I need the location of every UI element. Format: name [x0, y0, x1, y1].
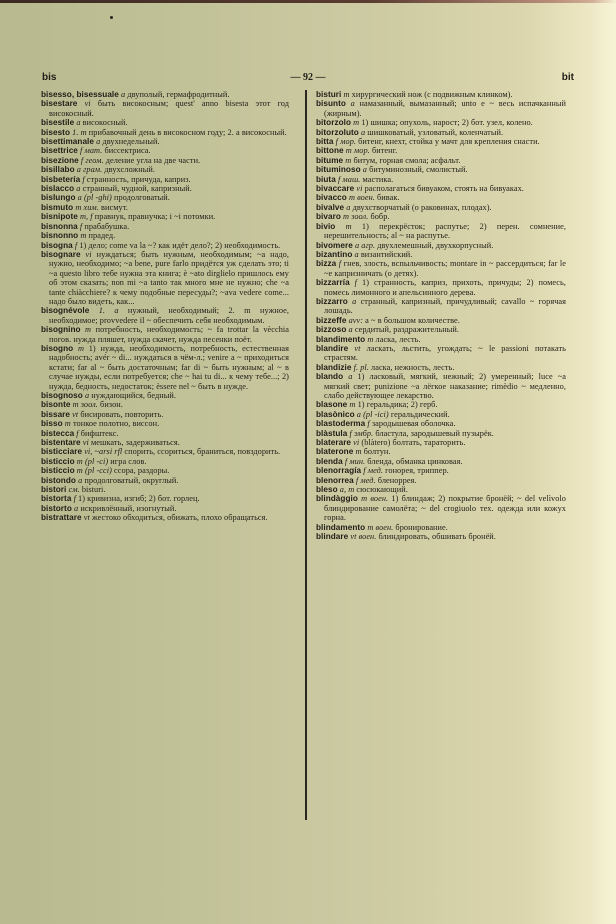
- headword: bistrattare: [41, 513, 82, 523]
- dictionary-entry: [41, 156, 289, 165]
- definition: гонорея, триппер.: [385, 466, 449, 476]
- grammar-label: m: [367, 334, 374, 344]
- grammar-label: m: [343, 90, 350, 99]
- headword: bisticciare: [41, 447, 83, 457]
- grammar-label: f мор.: [335, 137, 357, 147]
- dictionary-entry: [41, 128, 289, 137]
- grammar-label: m воен.: [361, 494, 389, 504]
- right-guide-word: bit: [561, 72, 574, 83]
- headword: blasone: [316, 400, 348, 410]
- headword: bitta: [316, 137, 334, 147]
- headword: bisognoso: [41, 391, 83, 400]
- dictionary-entry: [41, 241, 289, 250]
- definition: двухнедельный.: [102, 137, 160, 147]
- definition: быть високосным; quest' anno bisesta этот год високосный.: [49, 99, 290, 118]
- right-column: [316, 90, 566, 542]
- grammar-label: f геом.: [80, 155, 104, 165]
- headword: blenorrea: [316, 475, 354, 485]
- grammar-label: f мин.: [344, 456, 366, 466]
- grammar-label: m зоол.: [72, 400, 98, 410]
- grammar-label: a: [74, 503, 79, 513]
- definition: бластула, зародышевый пузырёк.: [375, 428, 494, 438]
- grammar-label: a: [84, 391, 90, 400]
- definition: деление угла на две части.: [105, 155, 201, 165]
- dictionary-entry: [316, 259, 566, 278]
- headword: bislungo: [41, 193, 76, 203]
- definition: битуминозный, смолистый.: [369, 165, 468, 175]
- dictionary-entry: [41, 391, 289, 400]
- dictionary-entry: [316, 250, 566, 259]
- dictionary-entry: [316, 90, 566, 99]
- dictionary-entry: [316, 146, 566, 155]
- headword: bisognare: [41, 249, 81, 259]
- dictionary-entry: [41, 344, 289, 391]
- dictionary-entry: [41, 504, 289, 513]
- headword: bisticcio: [41, 466, 75, 476]
- headword: bivomere: [316, 240, 353, 250]
- dictionary-entry: [316, 175, 566, 184]
- dictionary-entry: [316, 325, 566, 334]
- definition: шишковатый, узловатый, коленчатый.: [367, 127, 504, 137]
- dictionary-entry: [41, 90, 289, 99]
- page-number: — 92 —: [290, 72, 326, 83]
- headword: bivacco: [316, 193, 347, 203]
- dictionary-entry: [41, 494, 289, 503]
- grammar-label: vt воен.: [350, 532, 377, 542]
- dictionary-entry: [41, 485, 289, 494]
- headword: biuta: [316, 174, 336, 184]
- definition: битенг, кнехт, стойка у мачт для крепления снасти.: [358, 137, 540, 147]
- grammar-label: vi, ~arsi rfl: [84, 447, 123, 457]
- grammar-label: a (pl -ici): [356, 409, 389, 419]
- headword: bisticcio: [41, 456, 75, 466]
- grammar-label: a: [346, 202, 351, 212]
- definition: продолговатый.: [113, 193, 170, 203]
- grammar-label: m: [345, 155, 352, 165]
- headword: blindamento: [316, 522, 366, 532]
- definition: (blàtero) болтать, тараторить.: [361, 438, 466, 448]
- headword: bisnipote: [41, 212, 78, 222]
- dictionary-entry: [316, 363, 566, 372]
- definition: жестоко обходиться, обижать, плохо обращаться.: [91, 513, 268, 523]
- grammar-label: f: [354, 278, 358, 288]
- definition: странный, чудной, капризный.: [82, 184, 192, 194]
- dictionary-entry: [41, 513, 289, 522]
- dictionary-entry: [41, 438, 289, 447]
- grammar-label: m: [349, 400, 356, 410]
- dictionary-entry: [41, 447, 289, 456]
- dictionary-entry: [41, 457, 289, 466]
- grammar-label: a: [76, 118, 81, 128]
- definition: 1) ласковый, мягкий, нежный; 2) умеренный; luce ~a мягкий свет; punizione ~a лёгкое наказание; rimèdio ~ медленно, слабо действующее лекарство.: [324, 372, 567, 400]
- dictionary-entry: [316, 128, 566, 137]
- dictionary-entry: [316, 476, 566, 485]
- headword: bisogna: [41, 240, 73, 250]
- headword: blindàggio: [316, 494, 358, 504]
- dictionary-entry: [41, 175, 289, 184]
- dictionary-entry: [316, 203, 566, 212]
- grammar-label: 1. a: [98, 306, 119, 316]
- grammar-label: a: [354, 249, 359, 259]
- dictionary-entry: [316, 438, 566, 447]
- definition: бивак.: [377, 193, 400, 203]
- dictionary-entry: [316, 297, 566, 316]
- headword: bisestare: [41, 99, 78, 109]
- definition: странный, капризный, причудливый; cavallo ~ горячая лошадь.: [324, 296, 567, 316]
- grammar-label: vi: [84, 99, 91, 109]
- dictionary-entry: [316, 99, 566, 118]
- headword: bistori: [41, 485, 67, 495]
- definition: 1) нужда, необходимость, потребность, естественная надобность; avér ~ di... нуждаться в чём-л.; venire a ~ приходиться кстати; far al ~ быть достаточным; far di ~ быть нужным; al ~ в случае нужды, если потребуется; che ~ hai tu di... к чему тебе...; 2) нужда, бедность, недостаток; èssere nel ~ быть в нужде.: [49, 343, 290, 391]
- grammar-label: vi: [353, 438, 360, 448]
- grammar-label: m: [77, 343, 84, 353]
- grammar-label: a грам.: [76, 165, 103, 175]
- definition: bisturi.: [81, 485, 106, 495]
- headword: bivaro: [316, 212, 341, 222]
- grammar-label: a: [350, 99, 355, 109]
- grammar-label: a: [352, 296, 357, 306]
- left-column: [41, 90, 289, 523]
- definition: игра слов.: [110, 456, 147, 466]
- headword: bistorto: [41, 503, 72, 513]
- definition: зародышевая оболочка.: [371, 419, 456, 429]
- column-divider: [305, 90, 307, 820]
- dictionary-entry: [41, 184, 289, 193]
- headword: blastoderma: [316, 419, 366, 429]
- definition: сюсюкающий.: [356, 485, 408, 495]
- definition: 1) кривизна, изгиб; 2) бот. горлец.: [78, 494, 200, 504]
- dictionary-entry: [316, 118, 566, 127]
- definition: искривлённый, изогнутый.: [80, 503, 177, 513]
- definition: спорить, ссориться, браниться, повздорить.: [124, 447, 281, 457]
- dictionary-entry: [41, 466, 289, 475]
- grammar-label: f: [74, 240, 78, 250]
- dictionary-entry: [41, 325, 289, 344]
- definition: 1) геральдика; 2) герб.: [357, 400, 438, 410]
- definition: бобр.: [370, 212, 390, 222]
- headword: bisnonna: [41, 221, 78, 231]
- headword: blindare: [316, 532, 349, 542]
- headword: bisesto: [41, 127, 71, 137]
- headword: bissare: [41, 409, 71, 419]
- scan-top-edge: [0, 0, 616, 3]
- dictionary-entry: [316, 344, 566, 363]
- dictionary-entry: [316, 419, 566, 428]
- grammar-label: vt: [354, 343, 361, 353]
- dictionary-entry: [316, 193, 566, 202]
- grammar-label: a: [360, 127, 366, 137]
- headword: bittone: [316, 146, 344, 156]
- definition: гнев, злость, вспыльчивость; montare in ~ рассердиться; far le ~e капризничать (о детях).: [324, 259, 567, 278]
- grammar-label: f. pl.: [353, 362, 369, 372]
- definition: сердитый, раздражительный.: [354, 325, 460, 335]
- definition: мешкать, задерживаться.: [90, 438, 180, 448]
- headword: bisezione: [41, 155, 79, 165]
- dictionary-entry: [316, 241, 566, 250]
- definition: 1) странность, каприз, прихоть, причуды; 2) помесь, помесь лимонного и апельсинного дерева.: [324, 278, 566, 297]
- dictionary-entry: [316, 429, 566, 438]
- grammar-label: f: [338, 259, 342, 269]
- headword: bleso: [316, 485, 338, 495]
- grammar-label: avv:: [348, 315, 364, 325]
- headword: bisso: [41, 419, 63, 429]
- definition: двухсложный.: [104, 165, 155, 175]
- headword: bitume: [316, 155, 344, 165]
- grammar-label: a: [78, 475, 83, 485]
- headword: bitorzolo: [316, 118, 352, 128]
- definition: нужный, необходимый; 2. m нужное, необходимое; provvedere il ~ обеспечить себя необходимым.: [49, 306, 290, 325]
- dictionary-entry: [316, 400, 566, 409]
- headword: bisogno: [41, 343, 74, 353]
- definition: византийский.: [360, 249, 413, 259]
- definition: двухлемешный, двухкорпусный.: [377, 240, 494, 250]
- headword: blandire: [316, 343, 349, 353]
- grammar-label: m: [85, 325, 92, 335]
- headword: bisnonno: [41, 231, 79, 241]
- headword: blandimento: [316, 334, 366, 344]
- dictionary-entry: [41, 212, 289, 221]
- dictionary-entry: [316, 137, 566, 146]
- grammar-label: m: [64, 419, 71, 429]
- definition: потребность, необходимость; ~ fa trottar la vècchia погов. нужда пляшет, нужда скачет, нужда песенки поёт.: [49, 325, 290, 344]
- grammar-label: a: [76, 184, 81, 194]
- grammar-label: a, m: [339, 485, 355, 495]
- definition: геральдический.: [390, 409, 450, 419]
- dictionary-entry: [41, 203, 289, 212]
- dictionary-entry: [316, 410, 566, 419]
- definition: бленоррея.: [377, 475, 417, 485]
- dictionary-entry: [41, 231, 289, 240]
- definition: прадед.: [88, 231, 116, 241]
- headword: blandizie: [316, 362, 352, 372]
- headword: blaterare: [316, 438, 352, 448]
- definition: хирургический нож (с подвижным клинком).: [351, 90, 513, 99]
- grammar-label: vi: [356, 184, 363, 194]
- headword: bistorta: [41, 494, 72, 504]
- dictionary-entry: [41, 306, 289, 325]
- dictionary-entry: [41, 99, 289, 118]
- grammar-label: a: [96, 137, 101, 147]
- definition: 1) шишка; опухоль, нарост; 2) бот. узел, колено.: [361, 118, 533, 128]
- dictionary-entry: [316, 212, 566, 221]
- headword: bistentare: [41, 438, 81, 448]
- dictionary-entry: [41, 400, 289, 409]
- page-header: [42, 72, 574, 86]
- headword: bisonte: [41, 400, 71, 410]
- definition: располагаться бивуаком, стоять на бивуаках.: [364, 184, 524, 194]
- dictionary-entry: [316, 278, 566, 297]
- grammar-label: f мед.: [363, 466, 383, 476]
- dictionary-entry: [41, 118, 289, 127]
- grammar-label: f маш.: [337, 174, 361, 184]
- headword: bisognino: [41, 325, 81, 335]
- dictionary-entry: [316, 184, 566, 193]
- headword: bizzeffe: [316, 315, 347, 325]
- definition: блиндировать, обшивать бронёй.: [378, 532, 496, 542]
- left-guide-word: bis: [42, 72, 57, 83]
- grammar-label: f: [367, 419, 370, 429]
- grammar-label: f: [79, 221, 83, 231]
- headword: bistondo: [41, 475, 76, 485]
- grammar-label: f мед.: [355, 475, 376, 485]
- headword: bisettrice: [41, 146, 78, 156]
- grammar-label: a агр.: [354, 240, 376, 250]
- definition: прабабушка.: [84, 221, 130, 231]
- definition: болтун.: [363, 447, 391, 457]
- headword: bisillabo: [41, 165, 75, 175]
- definition: ласкать, льстить, угождать; ~ le passioni потакать страстям.: [324, 343, 567, 363]
- grammar-label: a (pl -ghi): [77, 193, 112, 203]
- definition: 1) дело; come va la ~? как идёт дело?; 2) необходимость.: [79, 240, 281, 250]
- dictionary-entry: [41, 476, 289, 485]
- grammar-label: см.: [68, 485, 80, 495]
- dictionary-entry: [316, 523, 566, 532]
- grammar-label: m воен.: [348, 193, 375, 203]
- grammar-label: m (pl -ci): [76, 456, 109, 466]
- grammar-label: m: [355, 447, 362, 457]
- headword: bitorzoluto: [316, 127, 359, 137]
- grammar-label: m зоол.: [343, 212, 369, 222]
- headword: bizzarría: [316, 278, 350, 288]
- dictionary-entry: [41, 250, 289, 306]
- definition: бизон.: [100, 400, 123, 410]
- headword: blenorragía: [316, 466, 362, 476]
- headword: bisesso, bisessuale: [41, 90, 119, 99]
- dictionary-entry: [41, 410, 289, 419]
- grammar-label: m воен.: [367, 522, 394, 532]
- headword: bivalve: [316, 202, 345, 212]
- definition: ссора, раздоры.: [114, 466, 170, 476]
- definition: странность, причуда, каприз.: [86, 174, 191, 184]
- definition: a ~ в большом количестве.: [365, 315, 460, 325]
- grammar-label: m хим.: [75, 202, 99, 212]
- definition: високосный.: [82, 118, 128, 128]
- headword: bivio: [316, 221, 336, 231]
- dictionary-entry: [41, 193, 289, 202]
- dictionary-entry: [41, 222, 289, 231]
- definition: 1) перекрёсток; распутье; 2) перен. сомнение, нерешительность; al ~ на распутье.: [324, 221, 567, 241]
- definition: прибавочный день в високосном году; 2. a високосный.: [88, 127, 287, 137]
- definition: двуполый, гермафродитный.: [127, 90, 230, 99]
- grammar-label: m: [80, 231, 87, 241]
- headword: bizza: [316, 259, 337, 269]
- grammar-label: m (pl -cci): [76, 466, 112, 476]
- dictionary-entry: [316, 222, 566, 241]
- headword: blaterone: [316, 447, 354, 457]
- headword: blàstula: [316, 428, 348, 438]
- grammar-label: a: [121, 90, 126, 99]
- grammar-label: f: [73, 494, 76, 504]
- dictionary-entry: [316, 335, 566, 344]
- definition: намазанный, вымазанный; unto e ~ весь испачканный (жирным).: [324, 99, 567, 118]
- grammar-label: f: [82, 174, 85, 184]
- definition: битенг.: [371, 146, 398, 156]
- grammar-label: vi: [82, 438, 89, 448]
- grammar-label: m мор.: [345, 146, 370, 156]
- headword: bizzoso: [316, 325, 347, 335]
- grammar-label: a: [348, 325, 353, 335]
- definition: бронирование.: [395, 522, 448, 532]
- definition: нуждающийся, бедный.: [91, 391, 176, 400]
- dictionary-entry: [316, 156, 566, 165]
- headword: bizzarro: [316, 296, 348, 306]
- grammar-label: m: [345, 221, 352, 231]
- headword: bislacco: [41, 184, 75, 194]
- grammar-label: a: [362, 165, 367, 175]
- headword: bistecca: [41, 428, 75, 438]
- grammar-label: vt: [72, 409, 79, 419]
- headword: blando: [316, 372, 344, 382]
- dictionary-entry: [316, 494, 566, 522]
- definition: бифштекс.: [80, 428, 119, 438]
- grammar-label: f эмбр.: [349, 428, 374, 438]
- dictionary-entry: [316, 316, 566, 325]
- definition: мастика.: [362, 174, 394, 184]
- definition: бленда, обманка цинковая.: [367, 456, 463, 466]
- definition: ласка, лесть.: [375, 334, 421, 344]
- definition: двухстворчатый (о раковинах, плодах).: [352, 202, 492, 212]
- headword: bisturi: [316, 90, 342, 99]
- dictionary-entry: [41, 429, 289, 438]
- definition: висмут.: [101, 202, 128, 212]
- grammar-label: 1. m: [72, 127, 87, 137]
- dictionary-entry: [41, 419, 289, 428]
- headword: bisbetería: [41, 174, 81, 184]
- headword: bisettimanale: [41, 137, 94, 147]
- dictionary-entry: [316, 532, 566, 541]
- grammar-label: vi: [85, 249, 92, 259]
- definition: правнук, правнучка; i ~i потомки.: [94, 212, 216, 222]
- headword: bisognévole: [41, 306, 90, 316]
- headword: bivaccare: [316, 184, 355, 194]
- grammar-label: vt: [83, 513, 90, 523]
- definition: продолговатый, округлый.: [84, 475, 179, 485]
- headword: blenda: [316, 456, 343, 466]
- dictionary-entry: [316, 372, 566, 400]
- definition: битум, горная смола; асфальт.: [353, 155, 461, 165]
- definition: ласка, нежность, лесть.: [371, 362, 455, 372]
- grammar-label: m: [353, 118, 360, 128]
- dictionary-entry: [316, 485, 566, 494]
- dictionary-entry: [316, 447, 566, 456]
- headword: bismuto: [41, 202, 74, 212]
- definition: 1) блиндаж; 2) покрытие бронёй; ~ del velìvolo блиндирование самолёта; ~ del crogiuolo тех. одежда или кожух горна.: [324, 494, 567, 523]
- definition: нуждаться; быть нужным, необходимым; ~a надо, нужно, необходимо; ~a bene, pure farlo придётся уж сделать это; ti ~a questo libro тебе нужна эта книга; è ~ato dirglielo пришлось ему об этом сказать; non mi ~a tanto так много мне не нужно; che ~a tante chiàcchiere? к чему подобные пересуды?; ~ava vedere come... надо было видеть, как...: [49, 249, 289, 306]
- grammar-label: m, f: [79, 212, 93, 222]
- definition: тонкое полотно, виссон.: [72, 419, 160, 429]
- definition: бисировать, повторить.: [80, 409, 164, 419]
- dictionary-entry: [316, 466, 566, 475]
- dictionary-entry: [316, 457, 566, 466]
- headword: bituminoso: [316, 165, 361, 175]
- headword: bisestile: [41, 118, 75, 128]
- dictionary-entry: [41, 137, 289, 146]
- grammar-label: a: [348, 372, 353, 382]
- grammar-label: f: [76, 428, 79, 438]
- headword: blasònico: [316, 409, 355, 419]
- dictionary-entry: [41, 165, 289, 174]
- dictionary-entry: [316, 165, 566, 174]
- page-edge-highlight: [594, 0, 616, 924]
- grammar-label: f мат.: [80, 146, 103, 156]
- scan-speck: [110, 16, 113, 19]
- headword: bizantino: [316, 249, 353, 259]
- dictionary-entry: [41, 146, 289, 155]
- definition: биссектриса.: [104, 146, 151, 156]
- headword: bisunto: [316, 99, 346, 109]
